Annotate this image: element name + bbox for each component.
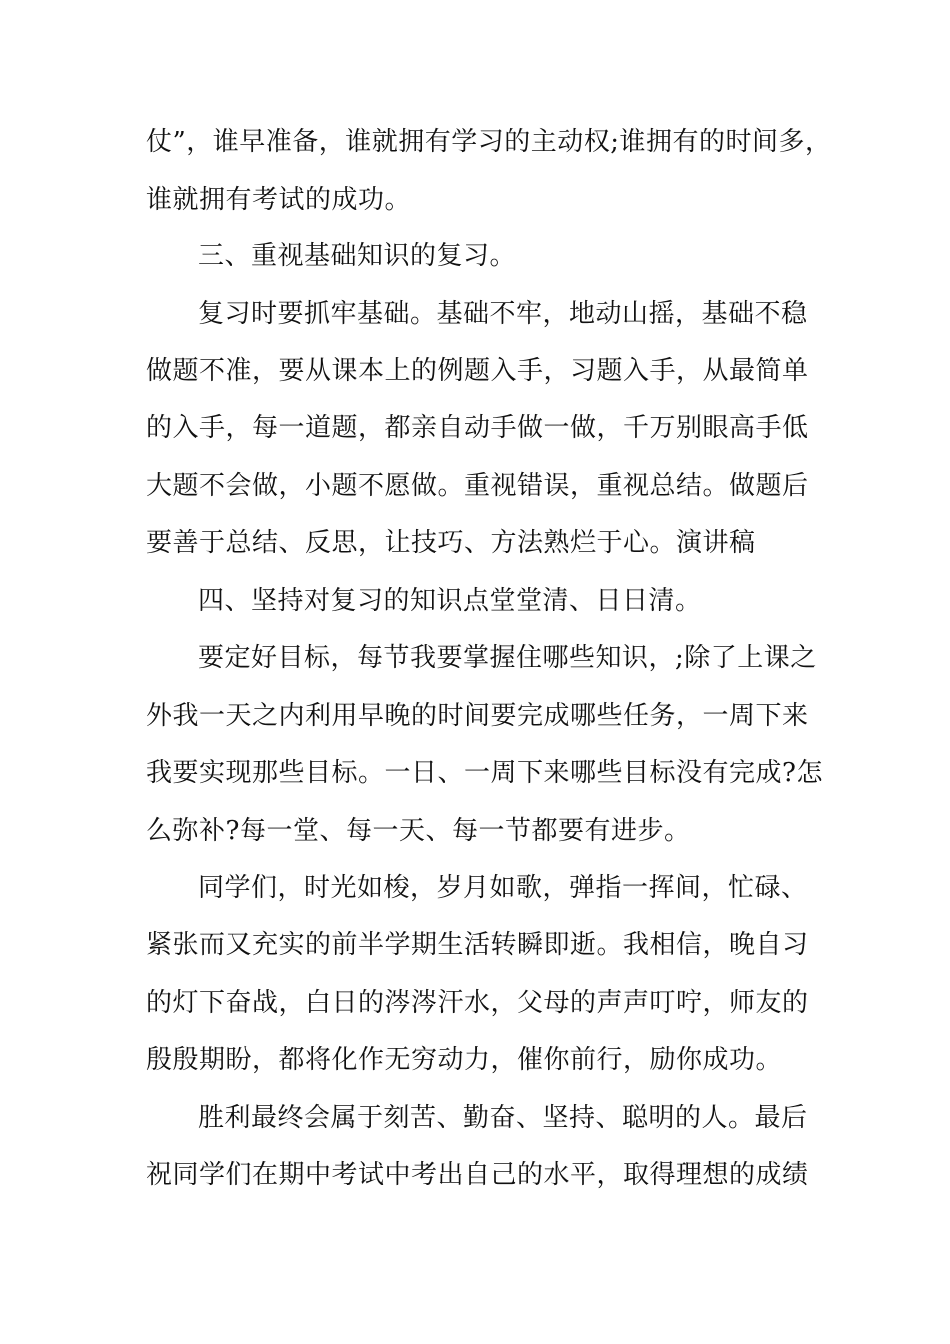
text-line: 做题不准，要从课本上的例题入手，习题入手，从最简单 — [146, 356, 809, 386]
text-line: 同学们，时光如梭，岁月如歌，弹指一挥间，忙碌、 — [198, 873, 808, 903]
section-heading: 四、坚持对复习的知识点堂堂清、日日清。 — [198, 586, 702, 616]
text-line: 紧张而又充实的前半学期生活转瞬即逝。我相信，晚自习 — [146, 930, 809, 960]
text-line: 我要实现那些目标。一日、一周下来哪些目标没有完成?怎 — [146, 758, 823, 788]
text-line: 大题不会做，小题不愿做。重视错误，重视总结。做题后 — [146, 471, 809, 501]
text-line: 的灯下奋战，白日的涔涔汗水，父母的声声叮咛，师友的 — [146, 988, 809, 1018]
text-line: 谁就拥有考试的成功。 — [146, 185, 412, 215]
text-line: 要定好目标，每节我要掌握住哪些知识，;除了上课之 — [198, 643, 817, 673]
section-heading: 三、重视基础知识的复习。 — [198, 241, 517, 271]
text-line: 的入手，每一道题，都亲自动手做一做，千万别眼高手低 — [146, 413, 809, 443]
text-line: 要善于总结、反思，让技巧、方法熟烂于心。演讲稿 — [146, 528, 756, 558]
text-line: 么弥补?每一堂、每一天、每一节都要有进步。 — [146, 816, 691, 846]
text-line: 胜利最终会属于刻苦、勤奋、坚持、聪明的人。最后 — [198, 1103, 808, 1133]
text-line: 复习时要抓牢基础。基础不牢，地动山摇，基础不稳 — [198, 299, 808, 329]
text-line: 仗”，谁早准备，谁就拥有学习的主动权;谁拥有的时间多， — [146, 127, 832, 157]
text-line: 外我一天之内利用早晚的时间要完成哪些任务，一周下来 — [146, 701, 809, 731]
text-line: 殷殷期盼，都将化作无穷动力，催你前行，励你成功。 — [146, 1045, 783, 1075]
text-line: 祝同学们在期中考试中考出自己的水平，取得理想的成绩 — [146, 1160, 809, 1190]
